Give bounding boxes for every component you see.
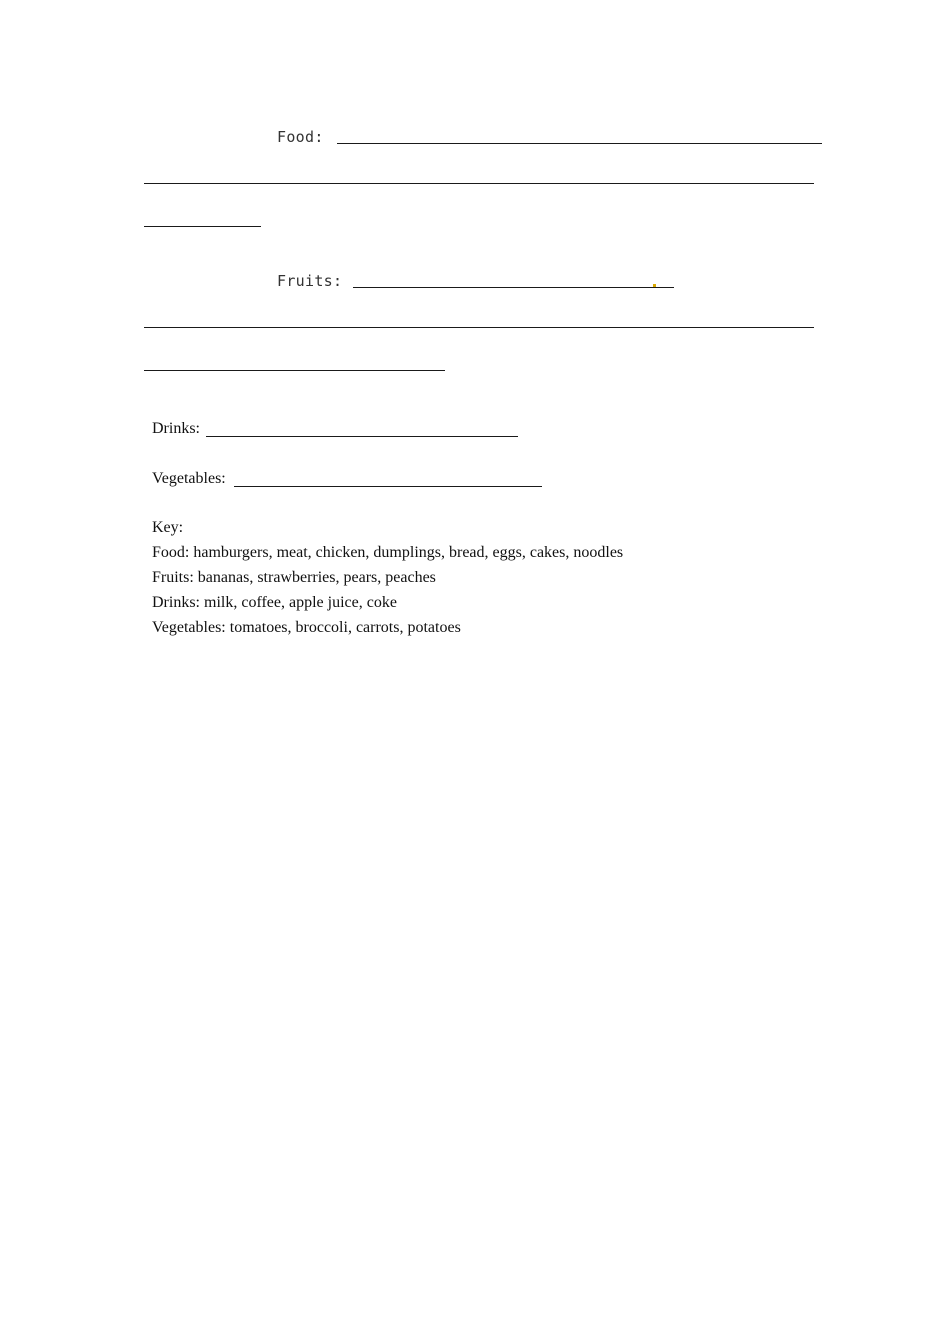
food-answer-line-3[interactable]	[144, 226, 261, 227]
key-food: Food: hamburgers, meat, chicken, dumplings, bread, eggs, cakes, noodles	[152, 544, 624, 561]
fruits-answer-line-2[interactable]	[144, 327, 814, 328]
fruits-answer-line-1[interactable]	[353, 287, 674, 288]
drinks-label: Drinks:	[152, 420, 200, 437]
vegetables-answer-line[interactable]	[234, 486, 542, 487]
vegetables-label: Vegetables:	[152, 470, 226, 487]
key-drinks: Drinks: milk, coffee, apple juice, coke	[152, 594, 397, 611]
key-vegetables: Vegetables: tomatoes, broccoli, carrots, potatoes	[152, 619, 461, 636]
food-answer-line-1[interactable]	[337, 143, 822, 144]
fruits-label: Fruits:	[277, 272, 343, 290]
key-fruits: Fruits: bananas, strawberries, pears, peaches	[152, 569, 436, 586]
yellow-mark-dot	[653, 284, 656, 287]
food-label: Food:	[277, 128, 324, 146]
key-heading: Key:	[152, 519, 184, 536]
fruits-answer-line-3[interactable]	[144, 370, 445, 371]
drinks-answer-line[interactable]	[206, 436, 518, 437]
food-answer-line-2[interactable]	[144, 183, 814, 184]
